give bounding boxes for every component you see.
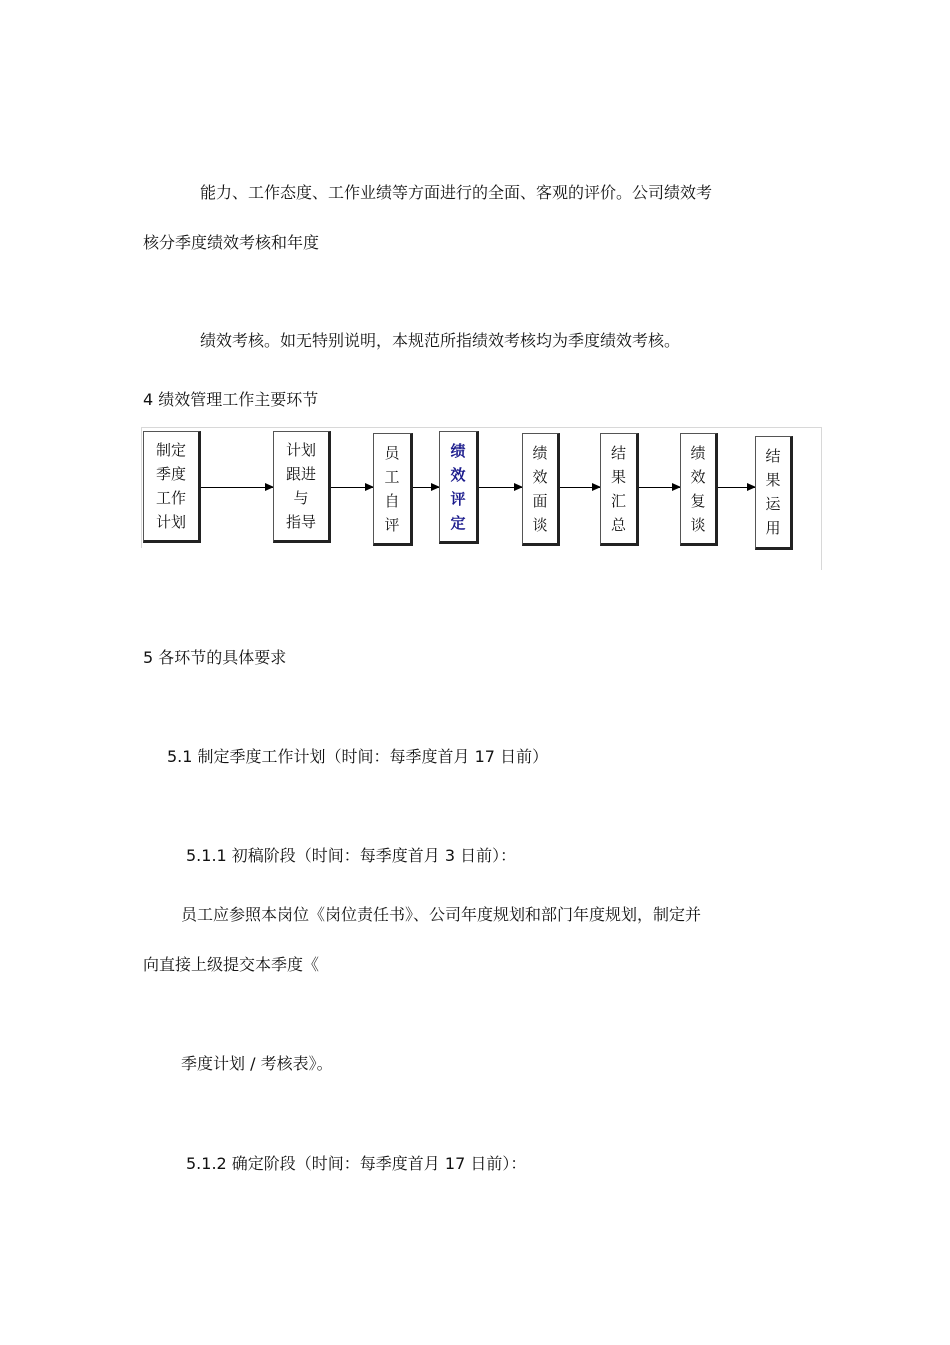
paragraph-4: 季度计划 / 考核表》。 xyxy=(181,1054,333,1073)
flow-step-5: 绩 效 面 谈 xyxy=(522,433,560,546)
flow-step-4: 绩 效 评 定 xyxy=(439,431,479,544)
flow-arrow-4 xyxy=(479,487,522,488)
flow-step-3: 员 工 自 评 xyxy=(373,433,413,546)
flow-step-6: 结 果 汇 总 xyxy=(600,433,639,546)
flow-step-1: 制定 季度 工作 计划 xyxy=(143,431,201,543)
paragraph-2: 绩效考核。如无特别说明，本规范所指绩效考核均为季度绩效考核。 xyxy=(200,331,681,350)
paragraph-1-line-1: 能力、工作态度、工作业绩等方面进行的全面、客观的评价。公司绩效考 xyxy=(200,183,713,202)
paragraph-3-line-2: 向直接上级提交本季度《 xyxy=(143,955,320,974)
section-5-1-heading: 5.1 制定季度工作计划（时间：每季度首月 17 日前） xyxy=(167,747,549,766)
section-5-heading: 5 各环节的具体要求 xyxy=(143,648,287,667)
flow-step-2: 计划 跟进 与 指导 xyxy=(273,431,331,543)
flow-arrow-7 xyxy=(718,487,755,488)
flow-arrow-6 xyxy=(639,487,680,488)
paragraph-3-line-1: 员工应参照本岗位《岗位责任书》、公司年度规划和部门年度规划，制定并 xyxy=(181,905,702,924)
flow-step-8: 结 果 运 用 xyxy=(755,436,793,550)
section-4-heading: 4 绩效管理工作主要环节 xyxy=(143,390,319,409)
flowchart xyxy=(141,427,822,570)
paragraph-1-line-2: 核分季度绩效考核和年度 xyxy=(143,233,320,252)
flow-arrow-2 xyxy=(331,487,373,488)
flow-step-7: 绩 效 复 谈 xyxy=(680,433,718,546)
flow-arrow-3 xyxy=(413,487,439,488)
section-5-1-1-heading: 5.1.1 初稿阶段（时间：每季度首月 3 日前）： xyxy=(186,846,517,865)
flow-arrow-1 xyxy=(201,487,273,488)
section-5-1-2-heading: 5.1.2 确定阶段（时间：每季度首月 17 日前）： xyxy=(186,1154,527,1173)
flow-arrow-5 xyxy=(560,487,600,488)
